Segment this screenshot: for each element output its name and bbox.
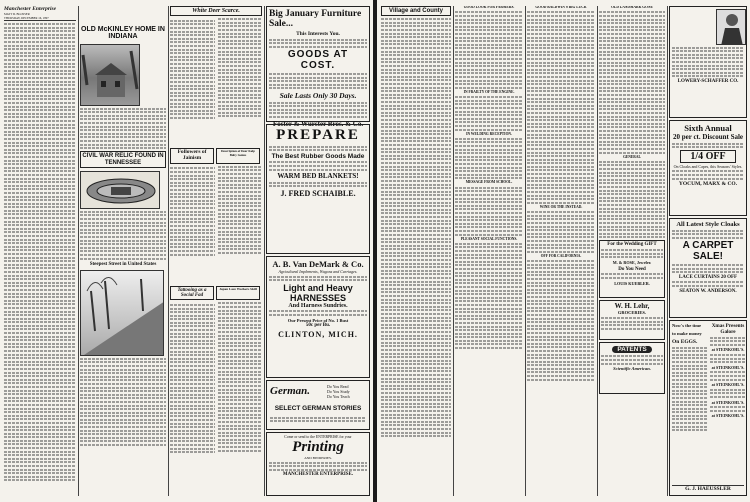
column-text <box>455 96 523 130</box>
quarter-off: 1/4 OFF <box>680 150 736 163</box>
column-text <box>170 302 262 496</box>
harness-sundries: And Harness Sundries. <box>288 302 348 309</box>
steepest-street-headline: Steepest Street in United States <box>89 261 157 267</box>
column-text <box>80 358 166 446</box>
furniture-firm: Foster & Wurster Bros. & Co. <box>272 119 364 128</box>
wedding-gift-ad <box>599 240 665 298</box>
rose-jeweler: M. & ROSE, Jeweler. <box>612 259 652 265</box>
sixth-annual-ad <box>669 120 747 216</box>
column-rule <box>667 6 668 496</box>
column-text <box>599 11 665 153</box>
baldwin-headline: GOOD BALDWIN'S BIG LUCK <box>535 6 587 9</box>
printing-office: MANCHESTER ENTERPRISE. <box>282 472 354 478</box>
right-column-2 <box>455 6 523 496</box>
landmark-headline: OLD LANDMARK GONE <box>611 6 653 9</box>
schaible-name: J. FRED SCHAIBLE. <box>280 188 356 198</box>
carpet-sale: A CARPET SALE! <box>682 240 734 263</box>
column-text <box>455 243 523 349</box>
printing-intro: Come or send to the ENTERPRISE for your <box>284 435 352 439</box>
followers-jainism-headline: Followers of Jainism <box>170 148 214 164</box>
lowery-name: LOWERY-SCHAFFER CO. <box>677 78 739 84</box>
clinton-town: CLINTON, MICH. <box>278 329 358 339</box>
printing-ad <box>266 432 370 496</box>
discount-sale: 20 per ct. Discount Sale <box>672 133 744 141</box>
kuebler-name: LOUIS KUEBLER. <box>614 280 650 286</box>
prepare-ad <box>266 124 370 254</box>
civil-war-headline: CIVIL WAR RELIC FOUND IN TENNESSEE <box>80 151 166 168</box>
furniture-sub: This Interests You. <box>296 31 340 37</box>
column-text <box>455 138 523 180</box>
column-rule <box>525 6 526 496</box>
steepest-street-engraving <box>80 270 164 356</box>
german-q3: Do You Teach <box>327 394 350 399</box>
column-rule <box>78 6 79 496</box>
column-rule <box>453 6 454 496</box>
yocum-marx: YOCUM, MARX & CO. <box>678 181 738 188</box>
steinkohl-line: at STEINKOHL'S. <box>711 413 745 419</box>
groceries-label: GROCERIES. <box>617 310 647 316</box>
steinkohl-line: at STEINKOHL'S. <box>711 399 745 405</box>
masthead-publisher: MATT D. BLOSSER <box>4 12 30 16</box>
german-headline: German. <box>270 385 311 397</box>
scientific-american: Scientific American. <box>613 366 651 372</box>
pleasant-headline: PLEASANT SOCIAL FUNCTIONS. <box>460 236 518 241</box>
santa-illustration <box>716 9 746 45</box>
right-column-1 <box>381 6 451 496</box>
left-column-2 <box>80 6 166 496</box>
german-ad <box>266 380 370 430</box>
right-ads-column <box>669 6 747 500</box>
price-value: 50c per Bu. <box>305 322 331 328</box>
message-headline: MESSAGE FROM SCHOOL. <box>465 180 513 185</box>
lehr-name: W. H. Lehr, <box>614 302 650 311</box>
furniture-headline: Big January Furniture Sale... <box>269 9 362 29</box>
good-look-headline: GOOD LOOK FOR FARMERS. <box>463 6 515 9</box>
german-stories: SELECT GERMAN STORIES <box>274 405 362 412</box>
column-rule <box>168 6 169 496</box>
column-text <box>599 161 665 238</box>
german-q1: Do You Read <box>327 384 349 389</box>
need-headline: Do You Need <box>618 266 646 272</box>
xmas-presents: Xmas Presents Galore <box>711 323 745 335</box>
japan-lace-headline: Japan Lace Workers Skill <box>216 286 260 301</box>
column-text <box>80 108 166 150</box>
steinkohl-line: at STEINKOHL'S. <box>711 382 745 388</box>
cloaks-carpet-ad <box>669 218 747 318</box>
left-column-1 <box>4 6 76 496</box>
present-price-line: Our Present Price of No. 1 Bust <box>287 317 349 323</box>
bed-blankets-line: WARM BED BLANKETS! <box>277 172 359 181</box>
goods-at-cost: GOODS AT COST. <box>287 49 349 72</box>
column-text <box>80 211 166 260</box>
sixth-annual: Sixth Annual <box>684 123 732 133</box>
masthead-date: THURSDAY, DECEMBER 16, 1897 <box>4 16 76 21</box>
column-rule <box>264 6 265 496</box>
steinkohl-line: at STEINKOHL'S. <box>711 347 745 353</box>
patents-ad <box>599 342 665 394</box>
masthead-title: Manchester Enterprise <box>4 6 57 12</box>
left-newspaper-page <box>0 0 373 502</box>
column-text <box>527 211 595 253</box>
make-money: to make money <box>672 331 702 336</box>
wine-headline: WINE OR THE INSTEAD. <box>539 204 583 209</box>
demark-firm: A. B. Van DeMark & Co. <box>272 259 364 269</box>
seaton-anderson: SEATON W. ANDERSON. <box>679 288 737 294</box>
prepare-headline: PREPARE <box>276 127 360 143</box>
frailty-headline: IN FRAILTY OF THE ENGINE. <box>463 89 515 94</box>
rubber-goods-line: The Best Rubber Goods Made <box>271 152 365 160</box>
harnesses-line: Light and Heavy HARNESSES <box>283 282 353 303</box>
left-ads-column <box>266 6 370 500</box>
latest-cloaks: All Latest Style Cloaks <box>676 221 740 228</box>
column-text <box>455 11 523 88</box>
right-newspaper-page <box>377 0 750 502</box>
printing-headline: Printing <box>292 439 344 455</box>
lace-curtains: LACE CURTAINS 20 OFF <box>678 274 738 280</box>
civil-war-relic-illustration <box>80 171 160 209</box>
village-county-headline: Village and County <box>381 6 451 16</box>
german-q2: Do You Study <box>327 389 350 394</box>
lehr-ad <box>599 300 665 340</box>
mckinley-home-engraving <box>80 44 140 106</box>
column-text <box>455 187 523 236</box>
general-headline: GENERAL <box>623 154 641 159</box>
column-text <box>4 23 76 481</box>
left-column-3 <box>170 6 262 496</box>
steinkohl-line: at STEINKOHL'S. <box>711 364 745 370</box>
cloaks-line: On Cloaks and Capes, this Seasons' Styles. <box>673 163 743 169</box>
lowery-schaffer-ad <box>669 6 747 118</box>
patents-label: PATENTS <box>612 346 652 353</box>
welding-headline: IN WELDING RECEPTION. <box>466 131 512 136</box>
column-rule <box>597 6 598 496</box>
sale-days: Sale Lasts Only 30 Days. <box>279 90 357 100</box>
wedding-headline: For the Wedding GIFT <box>607 242 657 248</box>
on-eggs: On EGGS. <box>672 339 698 345</box>
california-headline: OFF FOR CALIFORNIA. <box>540 253 582 258</box>
column-text <box>381 18 451 437</box>
furniture-sale-ad <box>266 6 370 128</box>
now-time: Now's the time <box>672 323 702 328</box>
column-text <box>170 166 262 284</box>
right-column-4 <box>599 6 665 496</box>
description-deer-headline: Description of Deer Kelp Baby Genus <box>216 148 260 164</box>
column-text <box>527 260 595 381</box>
white-deer-headline: White Deer Scarce. <box>170 6 262 16</box>
printing-sub: AND BINDERIES. <box>304 456 332 460</box>
right-column-3 <box>527 6 595 496</box>
mckinley-home-headline: OLD McKINLEY HOME IN INDIANA <box>81 26 165 41</box>
tattooing-headline: Tattooing as a Social Fad <box>170 286 214 301</box>
haeussler-name: G. J. HAEUSSLER <box>672 485 744 492</box>
demark-sub: Agricultural Implements, Wagons and Carriages. <box>278 269 358 274</box>
column-text <box>170 18 262 146</box>
eggs-xmas-ad <box>669 320 747 496</box>
van-demark-ad <box>266 256 370 378</box>
column-text <box>527 11 595 203</box>
